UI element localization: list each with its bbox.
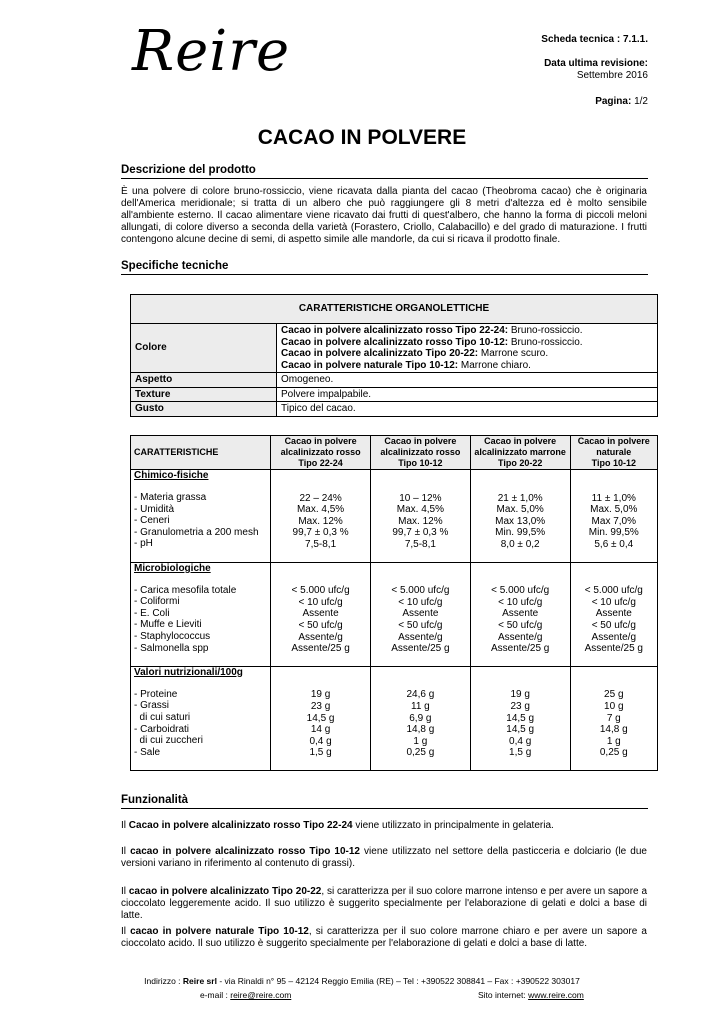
value: 0,4 g bbox=[309, 735, 332, 747]
value-cell bbox=[271, 562, 371, 666]
value: Assente/g bbox=[591, 631, 637, 643]
value-cell bbox=[370, 470, 470, 563]
row-label: - pH bbox=[134, 538, 153, 550]
funzionalita-paragraph: Il cacao in polvere naturale Tipo 10-12, si caratterizza per il suo colore marrone chiaro e per avere un sapore a cioccolato acido. Il suo utilizzo è suggerito specialmente per l'elaborazione di gelati e dolci a base di latte. bbox=[121, 926, 647, 949]
table-row bbox=[131, 666, 658, 770]
colore-line: Cacao in polvere alcalinizzato Tipo 20-22: Marrone scuro. bbox=[281, 348, 549, 359]
column-header: Cacao in polvere naturale Tipo 10-12 bbox=[570, 436, 657, 470]
value-cell bbox=[570, 562, 657, 666]
value-cell bbox=[271, 470, 371, 563]
value: < 10 ufc/g bbox=[591, 596, 636, 608]
row-label: - Carica mesofila totale bbox=[134, 584, 237, 596]
table-row bbox=[131, 470, 658, 563]
value: Assente/25 g bbox=[584, 643, 643, 655]
value: 0,25 g bbox=[406, 747, 435, 759]
value: Assente bbox=[502, 608, 539, 620]
gusto-label: Gusto bbox=[131, 402, 277, 417]
table-header-row bbox=[131, 436, 658, 470]
value: Max. 5,0% bbox=[590, 504, 638, 516]
value: 14 g bbox=[310, 724, 331, 736]
value-cell bbox=[370, 666, 470, 770]
footer-address: Indirizzo : Reire srl - via Rinaldi n° 95 – 42124 Reggio Emilia (RE) – Tel : +390522 308841 – Fax : +390522 303017 bbox=[144, 976, 580, 986]
descrizione-paragraph: È una polvere di colore bruno-rossiccio, viene ricavata dalla pianta del cacao (Theobroma cacao) che è originaria dell'America meridionale; si tratta di un albero che può raggiungere gli 8 metri d'altezza ed è molto sensibile all'ambiente esterno. Il cacao alimentare viene ricavato dai frutti di quest'albero, che hanno la forma di piccoli meloni allungati, di colore diverso a seconda della varietà (Forastero, Criollo, Calabacillo) e del grado di maturazione. I frutti contengono alcune decine di semi, di aspetto simile alle mandorle, da cui si ricava il prodotto finale. bbox=[121, 186, 647, 245]
row-labels bbox=[131, 470, 271, 563]
value: 14,5 g bbox=[306, 712, 335, 724]
value: 1,5 g bbox=[509, 747, 532, 759]
email-link[interactable]: reire@reire.com bbox=[230, 990, 292, 1000]
row-label: - Ceneri bbox=[134, 515, 170, 527]
value: 10 – 12% bbox=[399, 492, 442, 504]
texture-value: Polvere impalpabile. bbox=[277, 387, 658, 402]
page-indicator bbox=[595, 96, 648, 108]
value-cell bbox=[470, 562, 570, 666]
colore-values bbox=[277, 324, 658, 373]
revision-block bbox=[544, 58, 648, 82]
value: 11 g bbox=[411, 700, 430, 712]
value: 23 g bbox=[310, 700, 331, 712]
value: 5,6 ± 0,4 bbox=[594, 538, 634, 550]
value: < 10 ufc/g bbox=[498, 596, 543, 608]
value: Max. 5,0% bbox=[496, 504, 544, 516]
value-cell bbox=[470, 470, 570, 563]
value: Max 7,0% bbox=[591, 515, 637, 527]
colore-label: Colore bbox=[131, 324, 277, 373]
table-row bbox=[131, 373, 658, 388]
funzionalita-paragraph: Il Cacao in polvere alcalinizzato rosso Tipo 22-24 viene utilizzato in principalmente in gelateria. bbox=[121, 820, 554, 831]
value-cell bbox=[470, 666, 570, 770]
value: 19 g bbox=[310, 689, 331, 701]
scheda-label: Scheda tecnica : 7.1.1. bbox=[541, 34, 648, 45]
row-label: - Muffe e Lieviti bbox=[134, 619, 202, 631]
value: Assente/25 g bbox=[490, 643, 550, 655]
specifications-table bbox=[130, 435, 658, 771]
value: Assente bbox=[402, 608, 439, 620]
aspetto-value: Omogeneo. bbox=[277, 373, 658, 388]
row-labels bbox=[131, 562, 271, 666]
section-descrizione-heading: Descrizione del prodotto bbox=[121, 164, 648, 179]
value: < 50 ufc/g bbox=[298, 619, 343, 631]
colore-line: Cacao in polvere alcalinizzato rosso Tipo 22-24: Bruno-rossiccio. bbox=[281, 325, 583, 336]
value: < 50 ufc/g bbox=[398, 619, 443, 631]
row-labels bbox=[131, 666, 271, 770]
group-title: Valori nutrizionali/100g bbox=[134, 666, 243, 678]
group-title: Chimico-fisiche bbox=[134, 470, 209, 481]
value: Assente/g bbox=[398, 631, 443, 643]
value: Assente/g bbox=[497, 631, 543, 643]
value: 1,5 g bbox=[309, 747, 332, 759]
value: < 5.000 ufc/g bbox=[391, 585, 450, 597]
revision-value: Settembre 2016 bbox=[576, 70, 648, 81]
colore-line: Cacao in polvere naturale Tipo 10-12: Marrone chiaro. bbox=[281, 359, 531, 371]
table-row bbox=[131, 324, 658, 373]
value: 1 g bbox=[413, 735, 428, 747]
value-cell bbox=[570, 666, 657, 770]
row-label: - E. Coli bbox=[134, 607, 170, 619]
value: 7,5-8,1 bbox=[404, 538, 436, 550]
funzionalita-paragraph: Il cacao in polvere alcalinizzato rosso Tipo 10-12 viene utilizzato nel settore della pasticceria e dolciario (le due versioni variano in riferimento al contenuto di grassi). bbox=[121, 846, 647, 869]
table-row bbox=[131, 387, 658, 402]
page-label: Pagina: bbox=[595, 96, 632, 107]
value: 11 ± 1,0% bbox=[591, 492, 636, 504]
value: 99,7 ± 0,3 % bbox=[392, 527, 449, 539]
row-label: - Carboidrati bbox=[134, 723, 190, 735]
value: Assente bbox=[302, 608, 339, 620]
value: < 50 ufc/g bbox=[591, 619, 636, 631]
column-header: Cacao in polvere alcalinizzato rosso Tipo 22-24 bbox=[271, 436, 371, 470]
page-value: 1/2 bbox=[634, 96, 648, 107]
value: 0,25 g bbox=[599, 747, 628, 759]
value: 21 ± 1,0% bbox=[497, 492, 543, 504]
value: 7,5-8,1 bbox=[305, 538, 337, 550]
value: < 5.000 ufc/g bbox=[291, 585, 350, 597]
value: 6,9 g bbox=[409, 712, 432, 724]
value: < 10 ufc/g bbox=[398, 596, 443, 608]
value-cell bbox=[570, 470, 657, 563]
section-funzionalita-heading: Funzionalità bbox=[121, 794, 648, 809]
section-specifiche-heading: Specifiche tecniche bbox=[121, 260, 648, 275]
value: Assente bbox=[595, 608, 632, 620]
value: 14,5 g bbox=[506, 724, 535, 736]
column-header: CARATTERISTICHE bbox=[131, 436, 271, 470]
row-label: - Granulometria a 200 mesh bbox=[134, 526, 259, 538]
row-label: - Sale bbox=[134, 746, 161, 758]
value: Assente/25 g bbox=[391, 643, 450, 655]
value: 7 g bbox=[606, 712, 621, 724]
value: 1 g bbox=[606, 735, 621, 747]
row-label: - Materia grassa bbox=[134, 492, 207, 503]
value-cell bbox=[271, 666, 371, 770]
column-header: Cacao in polvere alcalinizzato rosso Tipo 10-12 bbox=[370, 436, 470, 470]
page-title: CACAO IN POLVERE bbox=[257, 126, 467, 149]
value: < 50 ufc/g bbox=[498, 619, 543, 631]
value: 22 – 24% bbox=[299, 492, 342, 504]
row-label: - Salmonella spp bbox=[134, 642, 209, 654]
value: < 5.000 ufc/g bbox=[584, 585, 643, 597]
value: Assente/g bbox=[298, 631, 343, 643]
value: 14,8 g bbox=[406, 724, 435, 736]
value: 25 g bbox=[604, 689, 624, 701]
row-label: di cui zuccheri bbox=[134, 735, 203, 747]
value: Max. 12% bbox=[298, 515, 343, 527]
row-label: - Grassi bbox=[134, 700, 169, 712]
scheda-tecnica bbox=[541, 34, 648, 46]
colore-line: Cacao in polvere alcalinizzato rosso Tipo 10-12: Bruno-rossiccio. bbox=[281, 336, 583, 348]
website-link[interactable]: www.reire.com bbox=[528, 990, 584, 1000]
gusto-value: Tipico del cacao. bbox=[277, 402, 658, 417]
value: Min. 99,5% bbox=[495, 527, 546, 539]
value: 10 g bbox=[604, 700, 624, 712]
footer-website: Sito internet: www.reire.com bbox=[478, 990, 584, 1000]
table-row bbox=[131, 402, 658, 417]
value: Assente/25 g bbox=[291, 643, 350, 655]
value: 0,4 g bbox=[509, 735, 532, 747]
value: Max. 4,5% bbox=[296, 504, 345, 516]
value-cell bbox=[370, 562, 470, 666]
texture-label: Texture bbox=[131, 387, 277, 402]
footer-email: e-mail : reire@reire.com bbox=[200, 990, 292, 1000]
value: 99,7 ± 0,3 % bbox=[292, 527, 349, 539]
row-label: - Umidità bbox=[134, 503, 175, 515]
organoleptic-header: CARATTERISTICHE ORGANOLETTICHE bbox=[131, 295, 658, 324]
row-label: di cui saturi bbox=[134, 711, 191, 723]
value: 8,0 ± 0,2 bbox=[500, 538, 540, 550]
value: 14,5 g bbox=[506, 712, 535, 724]
organoleptic-table bbox=[130, 294, 658, 417]
value: Max. 12% bbox=[398, 515, 443, 527]
column-header: Cacao in polvere alcalinizzato marrone Tipo 20-22 bbox=[470, 436, 570, 470]
revision-label: Data ultima revisione: bbox=[544, 58, 648, 69]
aspetto-label: Aspetto bbox=[131, 373, 277, 388]
company-logo: Reire bbox=[132, 19, 291, 84]
value: Max 13,0% bbox=[495, 515, 546, 527]
value: 19 g bbox=[510, 689, 530, 701]
value: Max. 4,5% bbox=[396, 504, 444, 516]
table-row bbox=[131, 295, 658, 324]
value: < 5.000 ufc/g bbox=[491, 585, 550, 597]
value: 14,8 g bbox=[599, 724, 628, 736]
table-row bbox=[131, 562, 658, 666]
row-label: - Coliformi bbox=[134, 596, 180, 608]
value: 23 g bbox=[510, 700, 530, 712]
row-label: - Proteine bbox=[134, 688, 178, 700]
value: 24,6 g bbox=[406, 689, 435, 701]
row-label: - Staphylococcus bbox=[134, 630, 211, 642]
value: < 10 ufc/g bbox=[298, 596, 343, 608]
value: Min. 99,5% bbox=[588, 527, 639, 539]
group-title: Microbiologiche bbox=[134, 562, 211, 574]
funzionalita-paragraph: Il cacao in polvere alcalinizzato Tipo 20-22, si caratterizza per il suo colore marrone intenso e per avere un sapore a cioccolato leggeremente acido. Il suo utilizzo è suggerito specialmente per l'elaborazione di gelati e dolci a base di latte. bbox=[121, 886, 648, 921]
